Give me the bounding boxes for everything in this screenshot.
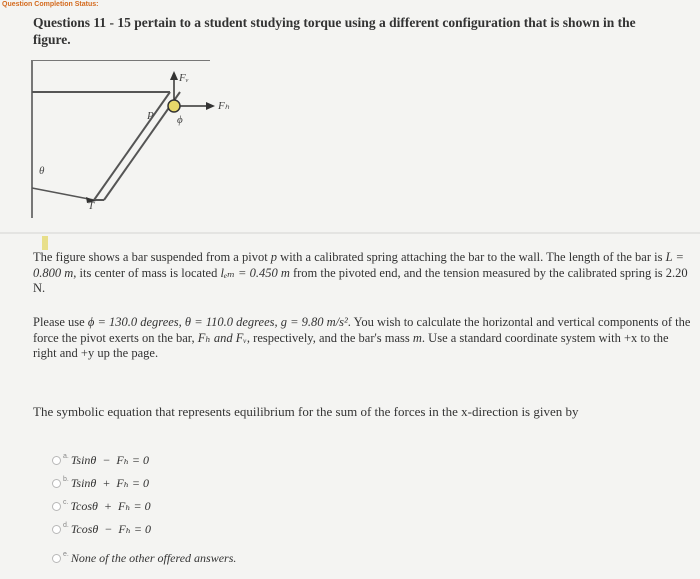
divider (0, 232, 700, 234)
option-text: Tsinθ + Fₕ = 0 (70, 475, 150, 490)
highlight-mark (42, 236, 48, 250)
fh-label: Fₕ (218, 100, 230, 112)
questions-intro: Questions 11 - 15 pertain to a student studying torque using a different configuration that is shown in the figure. (33, 15, 636, 47)
question-prompt: The symbolic equation that represents equilibrium for the sum of the forces in the x-direction is given by (33, 404, 579, 419)
answer-option-b[interactable] (52, 474, 149, 492)
option-text: Tcosθ + Fₕ = 0 (70, 498, 151, 513)
pivot-circle (168, 100, 180, 112)
option-letter: e. (63, 550, 69, 558)
question-completion-status-link[interactable]: Question Completion Status: (2, 1, 99, 8)
option-text: None of the other offered answers. (70, 550, 237, 565)
t-label: T (88, 200, 95, 212)
option-letter: a. (63, 452, 69, 460)
bar-left-edge (94, 92, 170, 200)
option-letter: b. (63, 475, 69, 483)
theta-label: θ (39, 165, 45, 177)
answer-option-c[interactable] (52, 497, 151, 515)
fv-arrowhead (170, 71, 178, 80)
bar-pivot-diagram (30, 60, 290, 220)
radio-button-e[interactable] (52, 554, 61, 563)
radio-button-c[interactable] (52, 502, 61, 511)
fv-label: Fᵥ (179, 72, 189, 84)
spring-line (32, 188, 94, 200)
radio-button-d[interactable] (52, 525, 61, 534)
option-letter: c. (63, 498, 69, 506)
option-text: Tsinθ − Fₕ = 0 (70, 452, 150, 467)
option-letter: d. (63, 521, 69, 529)
answer-option-e[interactable] (52, 549, 236, 567)
radio-button-a[interactable] (52, 456, 61, 465)
problem-paragraph-1: The figure shows a bar suspended from a pivot p with a calibrated spring attaching the bar to the wall. The length of the bar is L = 0.800 m, its center of mass is located lₑₘ = 0.450 m from the pivoted end, and the tension measured by the calibrated spring is 2.20 N. (33, 250, 688, 295)
p-label: P (147, 110, 154, 122)
torque-figure (30, 60, 290, 220)
answer-option-a[interactable] (52, 451, 149, 469)
phi-label: ϕ (177, 114, 183, 126)
fh-arrowhead (206, 102, 215, 110)
radio-button-b[interactable] (52, 479, 61, 488)
answer-option-d[interactable] (52, 520, 151, 538)
problem-paragraph-2: Please use ϕ = 130.0 degrees, θ = 110.0 degrees, g = 9.80 m/s². You wish to calculate the horizontal and vertical components of the force the pivot exerts on the bar, Fₕ and Fᵥ, respectively, and the bar's mass m. Use a standard coordinate system with +x to the right and +y up the page. (33, 315, 691, 360)
option-text: Tcosθ − Fₕ = 0 (70, 521, 152, 536)
